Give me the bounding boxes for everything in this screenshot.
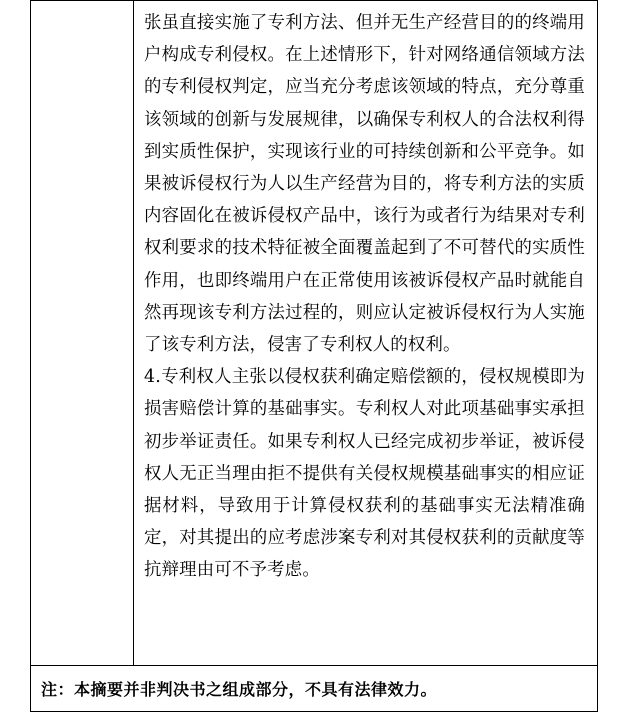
document-table	[30, 0, 598, 712]
footer-row	[31, 665, 597, 711]
paragraph-damages-calculation: 4.专利权人主张以侵权获利确定赔偿额的，侵权规模即为损害赔偿计算的基础事实。专利权人对此项基础事实承担初步举证责任。如果专利权人已经完成初步举证，被诉侵权人无正当理由拒不提供有关侵权规模基础事实的相应证据材料，导致用于计算侵权获利的基础事实无法精准确定，对其提出的应考虑涉案专利对其侵权获利的贡献度等抗辩理由可不予考虑。	[144, 367, 585, 581]
footer-note: 注：本摘要并非判决书之组成部分，不具有法律效力。	[41, 680, 438, 699]
content-column	[134, 1, 597, 665]
label-column	[31, 1, 134, 665]
paragraph-patent-infringement: 张虽直接实施了专利方法、但并无生产经营目的的终端用户构成专利侵权。在上述情形下，针对网络通信领域方法的专利侵权判定，应当充分考虑该领域的特点，充分尊重该领域的创新与发展规律，以确保专利权人的合法权利得到实质性保护，实现该行业的可持续创新和公平竞争。如果被诉侵权行为人以生产经营为目的，将专利方法的实质内容固化在被诉侵权产品中，该行为或者行为结果对专利权利要求的技术特征被全面覆盖起到了不可替代的实质性作用，也即终端用户在正常使用该被诉侵权产品时就能自然再现该专利方法过程的，则应认定被诉侵权行为人实施了该专利方法，侵害了专利权人的权利。	[144, 13, 585, 356]
